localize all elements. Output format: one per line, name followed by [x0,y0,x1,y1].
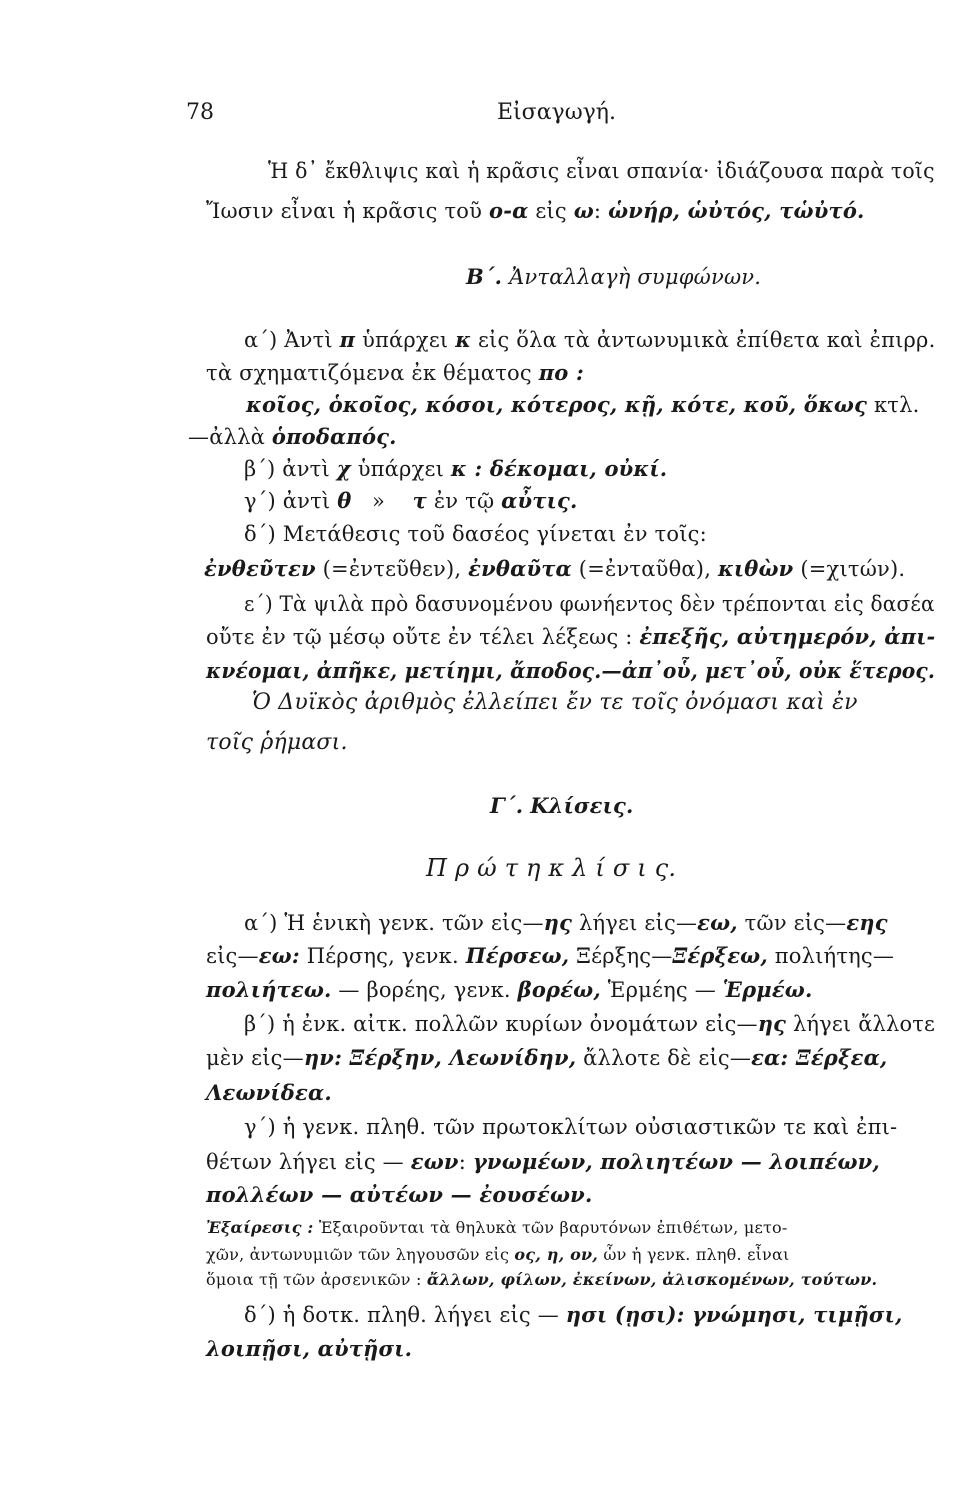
text-line: θέτων λήγει εἰς — εων: γνωμέων, πολιητέων — λοιπέων, [206,1149,880,1174]
text-line: κνέομαι, ἀπῆκε, μετίημι, ἄποδος.—ἀπ᾽οὗ, μετ᾽οὗ, οὐκ ἕτερος. [206,658,936,683]
text-line: πολλέων — αὐτέων — ἐουσέων. [206,1182,593,1207]
text-line: γ΄) ἡ γενκ. πληθ. τῶν πρωτοκλίτων οὐσιαστικῶν τε καὶ ἐπι- [244,1115,898,1139]
text-line-small: Ἐξαίρεσις : Ἐξαιροῦνται τὰ θηλυκὰ τῶν βαρυτόνων ἐπιθέτων, μετο- [206,1218,788,1237]
text-line: —ἀλλὰ ὁποδαπός. [188,424,397,449]
text-line-small: ὅμοια τῇ τῶν ἀρσενικῶν : ἄλλων, φίλων, ἐκείνων, ἀλισκομένων, τούτων. [206,1270,878,1289]
text-line: τὰ σχηματιζόμενα ἐκ θέματος πο : [206,360,584,385]
text-line: α΄) Ἀντὶ π ὑπάρχει κ εἰς ὅλα τὰ ἀντωνυμικὰ ἐπίθετα καὶ ἐπιρρ. [244,327,936,352]
text-line: Ὁ Δυϊκὸς ἀριθμὸς ἐλλείπει ἔν τε τοῖς ὀνόμασι καὶ ἐν [252,690,858,715]
text-line: δ΄) Μετάθεσις τοῦ δασέος γίνεται ἐν τοῖς: [244,522,707,546]
section-heading-b: Β΄. Ἀνταλλαγὴ συμφώνων. [466,264,762,289]
section-heading-c: Γ΄. Κλίσεις. [490,793,634,818]
declension-title: Π ρ ώ τ η κ λ ί σ ι ς. [426,854,677,882]
text-line: λοιπῇσι, αὐτῇσι. [206,1336,413,1361]
text-line: πολιήτεω. — βορέης, γενκ. βορέω, Ἑρμέης — Ἑρμέω. [206,977,813,1002]
text-line: ἐνθεῦτεν (=ἐντεῦθεν), ἐνθαῦτα (=ἐνταῦθα), κιθὼν (=χιτών). [204,556,906,581]
text-line: εἰς—εω: Πέρσης, γενκ. Πέρσεω, Ξέρξης—Ξέρξεω, πολιήτης— [206,943,895,968]
text-line: α΄) Ἡ ἑνικὴ γενκ. τῶν εἰς—ης λήγει εἰς—εω, τῶν εἰς—εης [244,910,888,935]
text-line: γ΄) ἀντὶ θ » τ ἐν τῷ αὖτις. [244,488,578,513]
running-title: Εἰσαγωγή. [497,100,616,125]
text-line: τοῖς ῥήμασι. [206,730,348,755]
page-number: 78 [186,100,214,125]
text-line: β΄) ἀντὶ χ ὑπάρχει κ : δέκομαι, οὐκί. [244,456,668,481]
text-line: Λεωνίδεα. [206,1080,332,1105]
text-line: Ἡ δ᾽ ἔκθλιψις καὶ ἡ κρᾶσις εἶναι σπανία· ἰδιάζουσα παρὰ τοῖς [268,159,935,183]
text-line: οὔτε ἐν τῷ μέσῳ οὔτε ἐν τέλει λέξεως : ἐπεξῆς, αὐτημερόν, ἀπι- [206,624,936,649]
text-line-small: χῶν, ἀντωνυμιῶν τῶν ληγουσῶν εἰς ος, η, ον, ὧν ἡ γενκ. πληθ. εἶναι [206,1245,790,1264]
text-line: κοῖος, ὁκοῖος, κόσοι, κότερος, κῇ, κότε, κοῦ, ὅκως κτλ. [246,392,920,417]
text-line: β΄) ἡ ἐνκ. αἰτκ. πολλῶν κυρίων ὀνομάτων εἰς—ης λήγει ἄλλοτε [244,1011,936,1036]
text-line: δ΄) ἡ δοτκ. πληθ. λήγει εἰς — ησι (ῃσι): γνώμησι, τιμῇσι, [244,1302,903,1327]
text-line: ε΄) Τὰ ψιλὰ πρὸ δασυνομένου φωνήεντος δὲν τρέπονται εἰς δασέα [244,592,935,616]
text-line: μὲν εἰς—ην: Ξέρξην, Λεωνίδην, ἄλλοτε δὲ εἰς—εα: Ξέρξεα, [206,1045,888,1070]
text-line: Ἴωσιν εἶναι ἡ κρᾶσις τοῦ ο-α εἰς ω: ὡνήρ, ὡὐτός, τὡὐτό. [206,198,865,223]
